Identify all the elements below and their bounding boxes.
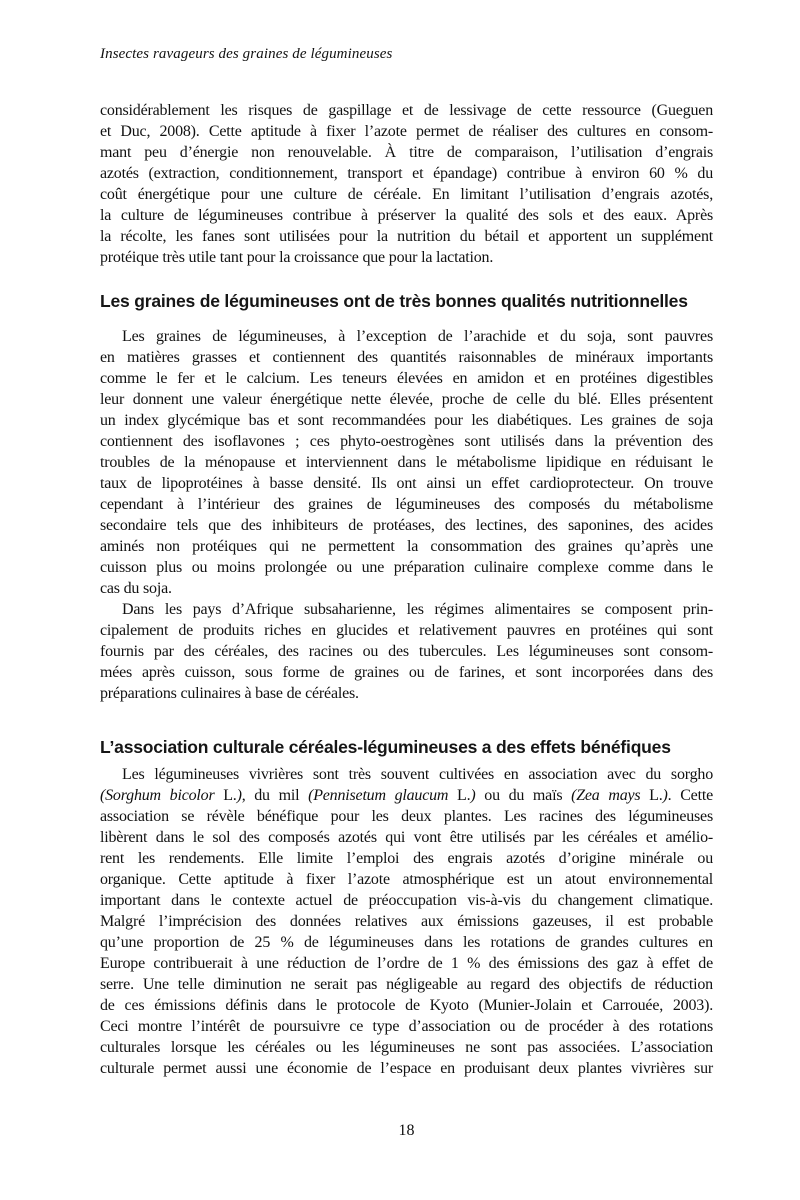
text-line: Ceci montre l’intérêt de poursuivre ce type d’association ou de procéder à des rotations [100, 1018, 713, 1035]
text-line: libèrent dans le sol des composés azotés qui vont être utilisés par les céréales et amélio- [100, 829, 713, 846]
species-name: ) [470, 787, 476, 804]
species-name: (Pennisetum glaucum [308, 787, 458, 804]
text-line: coût énergétique pour une culture de céréale. En limitant l’utilisation d’engrais azotés, [100, 186, 713, 203]
text-segment: L. [223, 787, 237, 804]
running-header: Insectes ravageurs des graines de légumineuses [100, 46, 393, 62]
text-segment: , du mil [241, 787, 309, 804]
text-line: association se révèle bénéfique pour les deux plantes. Les racines des légumineuses [100, 808, 713, 825]
text-segment: . Cette [667, 787, 713, 804]
text-line: mées après cuisson, sous forme de graines ou de farines, et sont incorporées dans des [100, 664, 713, 681]
page-number: 18 [398, 1122, 415, 1139]
text-line: culturales lorsque les céréales ou les légumineuses ne sont pas associées. L’association [100, 1039, 713, 1056]
text-line: de ces émissions définis dans le protocole de Kyoto (Munier-Jolain et Carrouée, 2003). [100, 997, 713, 1014]
body-paragraph [100, 326, 713, 599]
text-line: préparations culinaires à base de céréales. [100, 685, 359, 702]
text-line: en matières grasses et contiennent des quantités raisonnables de minéraux importants [100, 349, 713, 366]
text-line: la récolte, les fanes sont utilisées pour la nutrition du bétail et apportent un supplément [100, 228, 713, 245]
text-segment: ou du maïs [475, 787, 572, 804]
text-line: mant peu d’énergie non renouvelable. À titre de comparaison, l’utilisation d’engrais [100, 144, 713, 161]
text-line: Dans les pays d’Afrique subsaharienne, les régimes alimentaires se composent prin- [122, 601, 713, 618]
text-line: Les graines de légumineuses, à l’exception de l’arachide et du soja, sont pauvres [122, 328, 713, 345]
species-name: (Zea mays [571, 787, 650, 804]
text-line: cependant à l’intérieur des graines de légumineuses des composés du métabolisme [100, 496, 713, 513]
text-line: la culture de légumineuses contribue à préserver la qualité des sols et des eaux. Après [100, 207, 713, 224]
species-name: ) [662, 787, 668, 804]
text-segment: L. [649, 787, 663, 804]
text-line: rent les rendements. Elle limite l’emploi des engrais azotés d’origine minérale ou [100, 850, 713, 867]
species-name: ) [236, 787, 242, 804]
text-line: contiennent des isoflavones ; ces phyto-oestrogènes sont utilisés dans la prévention des [100, 433, 713, 450]
text-line: troubles de la ménopause et interviennent dans le métabolisme lipidique en réduisant le [100, 454, 713, 471]
body-paragraph [100, 764, 713, 1079]
text-line: azotés (extraction, conditionnement, transport et épandage) contribue à environ 60 % du [100, 165, 713, 182]
text-line: secondaire tels que des inhibiteurs de protéases, des lectines, des saponines, des acides [100, 517, 713, 534]
text-line: qu’une proportion de 25 % de légumineuses dans les rotations de grandes cultures en [100, 934, 713, 951]
text-segment: L. [457, 787, 471, 804]
text-line: protéique très utile tant pour la croissance que pour la lactation. [100, 249, 494, 266]
text-line: important dans le contexte actuel de préoccupation vis-à-vis du changement climatique. [100, 892, 713, 909]
text-line: cipalement de produits riches en glucides et relativement pauvres en protéines qui sont [100, 622, 713, 639]
text-line: culturale permet aussi une économie de l’espace en produisant deux plantes vivrières sur [100, 1060, 713, 1077]
text-line: cuisson plus ou moins prolongée ou une préparation culinaire complexe comme dans le [100, 559, 713, 576]
text-line: taux de lipoprotéines à basse densité. Ils ont ainsi un effet cardioprotecteur. On trouve [100, 475, 713, 492]
text-line: Europe contribuerait à une réduction de l’ordre de 1 % des émissions des gaz à effet de [100, 955, 713, 972]
body-paragraph [100, 100, 713, 268]
section-heading: L’association culturale céréales-légumineuses a des effets bénéfiques [100, 737, 671, 757]
page-content [100, 100, 713, 1079]
species-name: (Sorghum bicolor [100, 787, 224, 804]
text-line: fournis par des céréales, des racines ou des tubercules. Les légumineuses sont consom- [100, 643, 713, 660]
text-line: comme le fer et le calcium. Les teneurs élevées en amidon et en protéines digestibles [100, 370, 713, 387]
text-line: Les légumineuses vivrières sont très souvent cultivées en association avec du sorgho [122, 766, 713, 783]
text-line: et Duc, 2008). Cette aptitude à fixer l’azote permet de réaliser des cultures en consom- [100, 123, 713, 140]
text-line: considérablement les risques de gaspillage et de lessivage de cette ressource (Gueguen [100, 102, 713, 119]
text-block [100, 0, 713, 1079]
body-paragraph [100, 599, 713, 704]
text-line: aminés non protéiques qui ne permettent la consommation des graines qu’après une [100, 538, 713, 555]
text-line: leur donnent une valeur énergétique nette élevée, proche de celle du blé. Elles présentent [100, 391, 713, 408]
text-line: un index glycémique bas et sont recommandées pour les diabétiques. Les graines de soja [100, 412, 713, 429]
text-line: cas du soja. [100, 580, 172, 597]
text-line: organique. Cette aptitude à fixer l’azote atmosphérique est un atout environnemental [100, 871, 713, 888]
section-heading: Les graines de légumineuses ont de très bonnes qualités nutritionnelles [100, 291, 688, 311]
text-line: Malgré l’imprécision des données relatives aux émissions gazeuses, il est probable [100, 913, 713, 930]
text-line: serre. Une telle diminution ne serait pas négligeable au regard des objectifs de réduction [100, 976, 713, 993]
text-line [100, 785, 713, 806]
